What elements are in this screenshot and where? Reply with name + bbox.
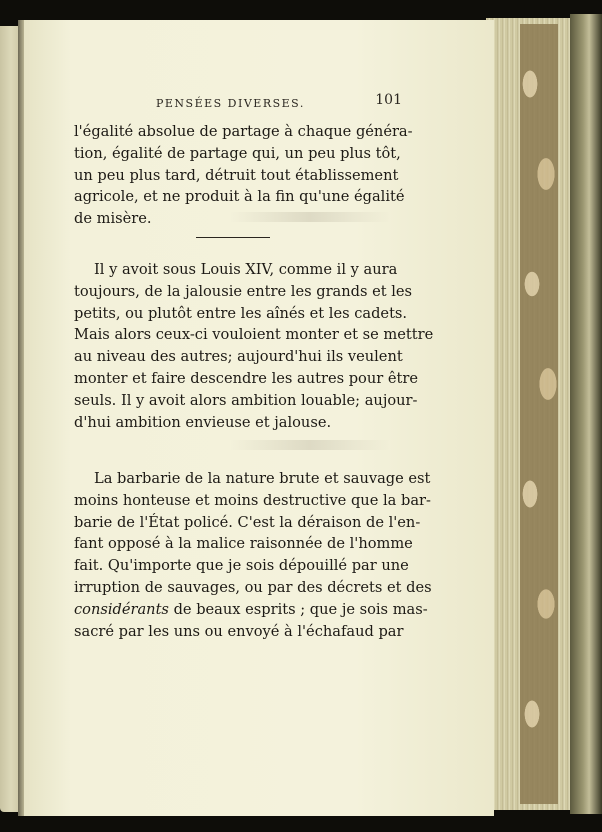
text-line: sacré par les uns ou envoyé à l'échafaud par bbox=[74, 622, 404, 640]
text-line: petits, ou plutôt entre les aînés et les cadets. bbox=[74, 304, 408, 322]
page-header bbox=[156, 94, 402, 116]
running-head: PENSÉES DIVERSES. bbox=[156, 97, 305, 110]
text-line: moins honteuse et moins destructive que la bar- bbox=[74, 491, 431, 509]
text-line: fait. Qu'importe que je sois dépouillé par une bbox=[74, 557, 409, 575]
text-line: toujours, de la jalousie entre les grands et les bbox=[74, 282, 413, 300]
text-line: tion, égalité de partage qui, un peu plus tôt, bbox=[74, 144, 401, 162]
show-through bbox=[230, 440, 390, 450]
text-line: agricole, et ne produit à la fin qu'une égalité bbox=[74, 188, 405, 206]
text-line: un peu plus tard, détruit tout établissement bbox=[74, 166, 399, 184]
text-line: seuls. Il y avoit alors ambition louable; aujour- bbox=[74, 391, 418, 409]
text-line: La barbarie de la nature brute et sauvage est bbox=[94, 470, 431, 487]
text-line: irruption de sauvages, ou par des décrets et des bbox=[74, 578, 432, 596]
text-line: fant opposé à la malice raisonnée de l'homme bbox=[74, 535, 413, 553]
italic-word: considérants bbox=[74, 600, 169, 618]
text-line: barie de l'État policé. C'est la déraison de l'en- bbox=[74, 513, 421, 531]
book-cover-board bbox=[570, 14, 602, 814]
text-line: d'hui ambition envieuse et jalouse. bbox=[74, 413, 332, 431]
paragraph-2 bbox=[74, 259, 434, 433]
paragraph-3 bbox=[74, 468, 432, 642]
text-line: Il y avoit sous Louis XIV, comme il y aura bbox=[94, 261, 398, 278]
text-line: au niveau des autres; aujourd'hui ils veulent bbox=[74, 348, 403, 366]
text-line: Mais alors ceux-ci vouloient monter et se mettre bbox=[74, 326, 434, 344]
text-line: de misère. bbox=[74, 210, 152, 228]
section-divider bbox=[196, 237, 270, 238]
marbled-edge bbox=[520, 24, 558, 804]
text-line: l'égalité absolue de partage à chaque généra- bbox=[74, 123, 413, 140]
page-number: 101 bbox=[375, 92, 402, 108]
facing-page-edge bbox=[0, 26, 20, 812]
text-line: monter et faire descendre les autres pour être bbox=[74, 369, 418, 387]
text-line: considérants de beaux esprits ; que je sois mas- bbox=[74, 600, 428, 618]
paragraph-1 bbox=[74, 121, 413, 230]
